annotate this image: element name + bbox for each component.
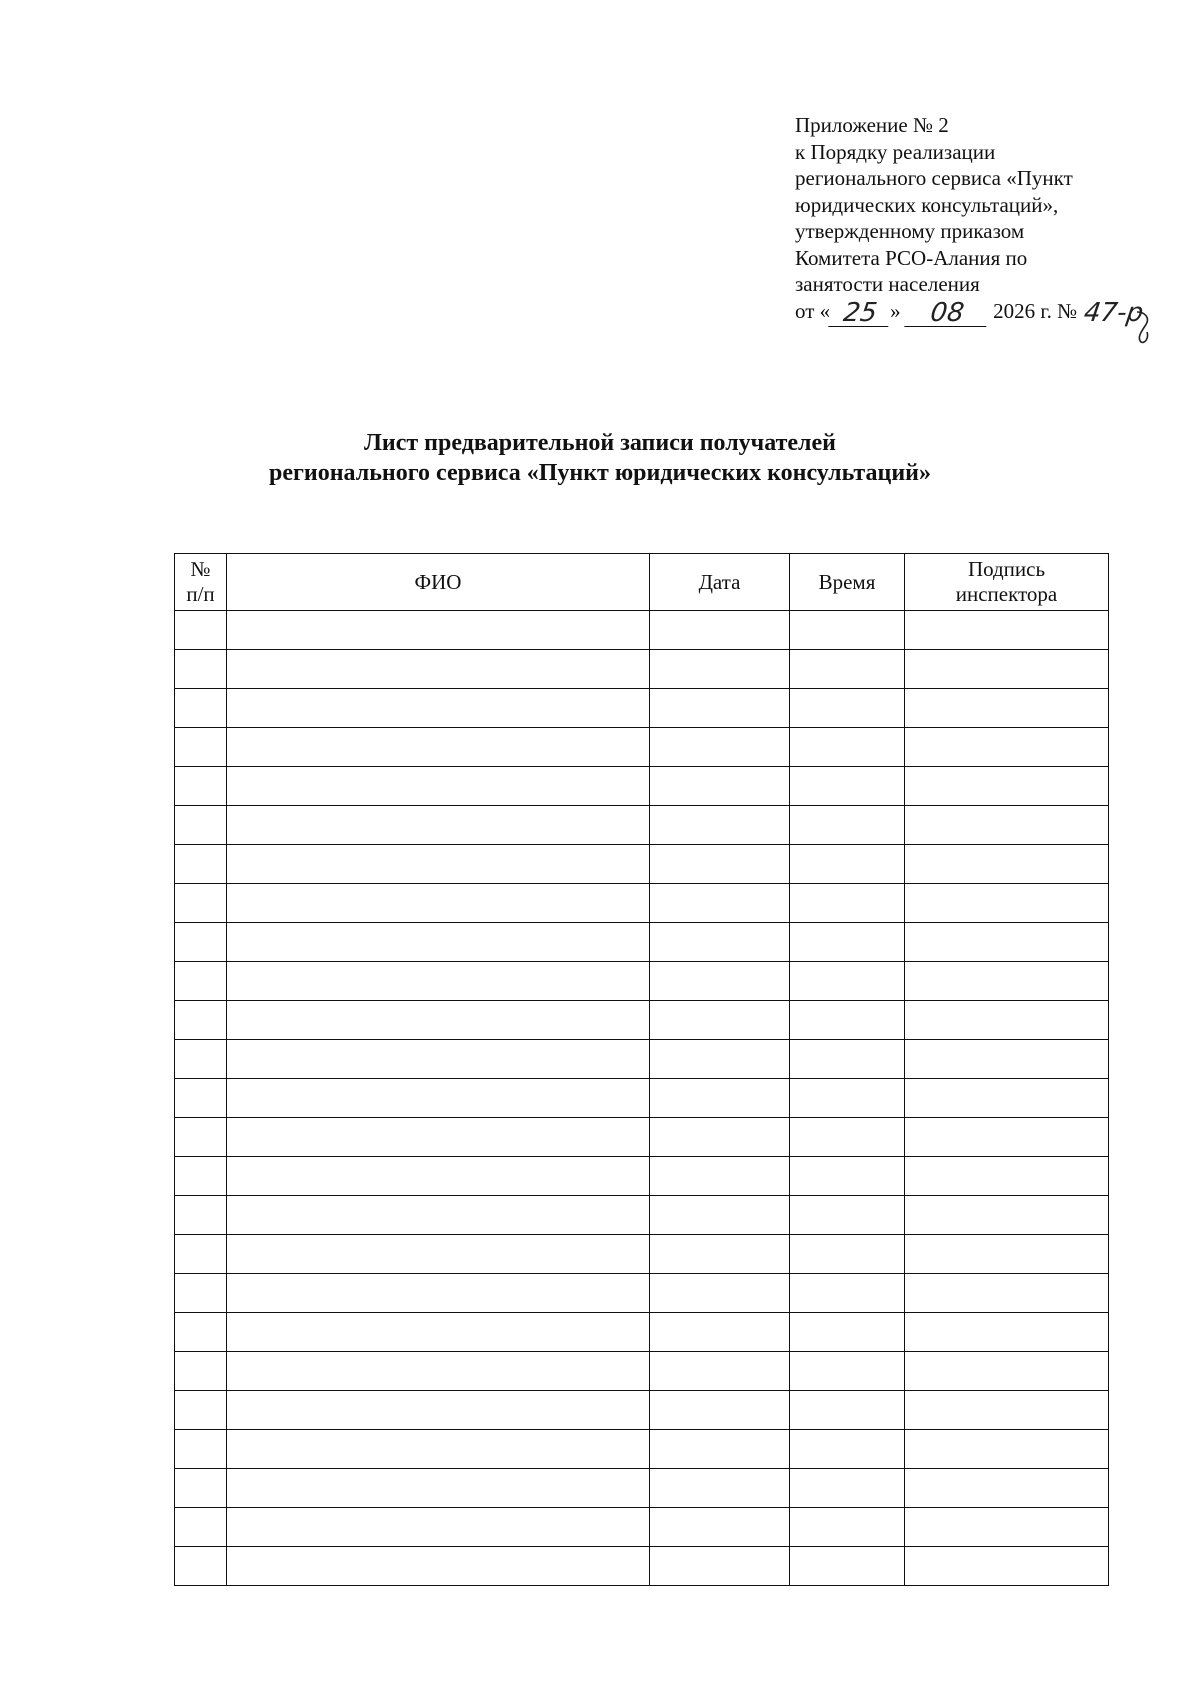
cell-time	[790, 806, 905, 845]
cell-full-name	[227, 923, 650, 962]
cell-number	[175, 1118, 227, 1157]
appendix-line: занятости населения	[795, 272, 980, 296]
cell-number	[175, 1274, 227, 1313]
cell-time	[790, 884, 905, 923]
cell-number	[175, 1391, 227, 1430]
cell-signature	[905, 806, 1109, 845]
cell-full-name	[227, 1430, 650, 1469]
cell-full-name	[227, 884, 650, 923]
cell-full-name	[227, 1508, 650, 1547]
cell-time	[790, 923, 905, 962]
cell-signature	[905, 1352, 1109, 1391]
cell-full-name	[227, 1157, 650, 1196]
cell-date	[650, 1040, 790, 1079]
cell-number	[175, 1235, 227, 1274]
cell-signature	[905, 923, 1109, 962]
cell-number	[175, 962, 227, 1001]
cell-signature	[905, 767, 1109, 806]
cell-signature	[905, 1079, 1109, 1118]
cell-full-name	[227, 1196, 650, 1235]
header-time-label: Время	[818, 569, 876, 594]
cell-number	[175, 1313, 227, 1352]
cell-time	[790, 1352, 905, 1391]
header-number-line-2: п/п	[186, 582, 215, 606]
cell-signature	[905, 728, 1109, 767]
table-row	[175, 962, 1109, 1001]
cell-time	[790, 1118, 905, 1157]
table-row	[175, 884, 1109, 923]
table-row	[175, 767, 1109, 806]
table-row	[175, 1313, 1109, 1352]
cell-time	[790, 1391, 905, 1430]
appendix-line: Комитета РСО-Алания по	[795, 245, 1028, 270]
table-row	[175, 845, 1109, 884]
cell-full-name	[227, 1079, 650, 1118]
cell-full-name	[227, 1118, 650, 1157]
cell-signature	[905, 1001, 1109, 1040]
appendix-line: Приложение № 2	[795, 113, 949, 137]
cell-time	[790, 611, 905, 650]
cell-number	[175, 1079, 227, 1118]
cell-date	[650, 1391, 790, 1430]
handwritten-order-number: 47-р	[1082, 297, 1146, 328]
cell-time	[790, 1196, 905, 1235]
cell-number	[175, 1469, 227, 1508]
header-date-label: Дата	[698, 569, 741, 594]
cell-signature	[905, 1508, 1109, 1547]
cell-date	[650, 923, 790, 962]
cell-signature	[905, 689, 1109, 728]
cell-number	[175, 689, 227, 728]
cell-signature	[905, 1430, 1109, 1469]
cell-date	[650, 767, 790, 806]
cell-full-name	[227, 1469, 650, 1508]
cell-number	[175, 1352, 227, 1391]
cell-time	[790, 1469, 905, 1508]
cell-number	[175, 845, 227, 884]
header-number-line-1: №	[190, 557, 211, 581]
cell-date	[650, 1079, 790, 1118]
date-prefix: от «	[795, 298, 831, 323]
cell-full-name	[227, 1040, 650, 1079]
cell-time	[790, 1547, 905, 1586]
cell-signature	[905, 1547, 1109, 1586]
table-row	[175, 1391, 1109, 1430]
cell-date	[650, 689, 790, 728]
cell-number	[175, 1430, 227, 1469]
cell-number	[175, 1196, 227, 1235]
registration-table	[174, 553, 1109, 1586]
cell-date	[650, 1157, 790, 1196]
table-row	[175, 1040, 1109, 1079]
date-year: 2026 г. №	[993, 298, 1078, 323]
appendix-line: утвержденному приказом	[795, 219, 1025, 243]
cell-date	[650, 1118, 790, 1157]
cell-number	[175, 1508, 227, 1547]
table-row	[175, 1274, 1109, 1313]
cell-full-name	[227, 1274, 650, 1313]
cell-signature	[905, 962, 1109, 1001]
cell-date	[650, 1274, 790, 1313]
table-row	[175, 1157, 1109, 1196]
document-title	[0, 428, 1200, 488]
cell-time	[790, 728, 905, 767]
header-full-name	[227, 554, 650, 611]
table-row	[175, 923, 1109, 962]
header-signature-line-2: инспектора	[955, 582, 1058, 606]
cell-date	[650, 962, 790, 1001]
cell-time	[790, 1157, 905, 1196]
table-body	[175, 611, 1109, 1586]
header-full-name-label: ФИО	[414, 569, 462, 594]
table-row	[175, 728, 1109, 767]
cell-signature	[905, 1391, 1109, 1430]
cell-date	[650, 1469, 790, 1508]
cell-signature	[905, 845, 1109, 884]
cell-full-name	[227, 1235, 650, 1274]
table-row	[175, 1001, 1109, 1040]
cell-date	[650, 728, 790, 767]
cell-number	[175, 611, 227, 650]
handwritten-day: 25	[828, 302, 892, 327]
appendix-line: регионального сервиса «Пункт	[795, 166, 1073, 190]
cell-number	[175, 806, 227, 845]
cell-time	[790, 1079, 905, 1118]
cell-signature	[905, 1313, 1109, 1352]
cell-number	[175, 1157, 227, 1196]
header-time	[790, 554, 905, 611]
cell-date	[650, 1196, 790, 1235]
table-row	[175, 689, 1109, 728]
cell-full-name	[227, 1313, 650, 1352]
cell-date	[650, 1235, 790, 1274]
cell-date	[650, 1547, 790, 1586]
cell-full-name	[227, 806, 650, 845]
cell-signature	[905, 611, 1109, 650]
cell-date	[650, 1508, 790, 1547]
cell-number	[175, 650, 227, 689]
appendix-line: к Порядку реализации	[795, 139, 996, 164]
header-signature-line-1: Подпись	[967, 557, 1046, 581]
cell-full-name	[227, 1352, 650, 1391]
cell-date	[650, 611, 790, 650]
cell-full-name	[227, 962, 650, 1001]
table-header-row	[175, 554, 1109, 611]
cell-signature	[905, 1157, 1109, 1196]
table-row	[175, 1196, 1109, 1235]
table-row	[175, 1235, 1109, 1274]
signature-flourish-icon	[1131, 308, 1157, 344]
table-row	[175, 1430, 1109, 1469]
cell-time	[790, 650, 905, 689]
cell-date	[650, 1430, 790, 1469]
cell-time	[790, 845, 905, 884]
cell-signature	[905, 1040, 1109, 1079]
cell-time	[790, 1235, 905, 1274]
cell-date	[650, 650, 790, 689]
cell-full-name	[227, 1547, 650, 1586]
table-row	[175, 1118, 1109, 1157]
cell-signature	[905, 884, 1109, 923]
cell-time	[790, 1313, 905, 1352]
cell-signature	[905, 1196, 1109, 1235]
title-line-1: Лист предварительной записи получателей	[364, 430, 836, 456]
cell-time	[790, 1001, 905, 1040]
cell-number	[175, 767, 227, 806]
cell-date	[650, 1001, 790, 1040]
cell-time	[790, 962, 905, 1001]
cell-time	[790, 767, 905, 806]
cell-signature	[905, 650, 1109, 689]
cell-number	[175, 728, 227, 767]
cell-full-name	[227, 650, 650, 689]
cell-full-name	[227, 1391, 650, 1430]
table-row	[175, 1079, 1109, 1118]
header-inspector-signature	[905, 554, 1109, 611]
cell-time	[790, 1040, 905, 1079]
cell-date	[650, 806, 790, 845]
cell-time	[790, 1430, 905, 1469]
cell-signature	[905, 1118, 1109, 1157]
table-row	[175, 1469, 1109, 1508]
table-row	[175, 806, 1109, 845]
appendix-line: юридических консультаций»,	[795, 192, 1059, 217]
order-date-line	[795, 298, 1155, 327]
cell-date	[650, 845, 790, 884]
cell-number	[175, 1040, 227, 1079]
cell-date	[650, 1352, 790, 1391]
cell-signature	[905, 1469, 1109, 1508]
header-date	[650, 554, 790, 611]
date-mid: »	[890, 298, 901, 323]
cell-full-name	[227, 767, 650, 806]
title-line-2: регионального сервиса «Пункт юридических консультаций»	[268, 460, 931, 486]
cell-full-name	[227, 689, 650, 728]
appendix-block	[795, 112, 1155, 327]
cell-time	[790, 1274, 905, 1313]
cell-number	[175, 923, 227, 962]
table-row	[175, 650, 1109, 689]
table-row	[175, 1352, 1109, 1391]
cell-full-name	[227, 611, 650, 650]
table-row	[175, 1547, 1109, 1586]
cell-full-name	[227, 845, 650, 884]
cell-number	[175, 1001, 227, 1040]
cell-signature	[905, 1274, 1109, 1313]
cell-full-name	[227, 1001, 650, 1040]
cell-full-name	[227, 728, 650, 767]
cell-date	[650, 884, 790, 923]
table-row	[175, 1508, 1109, 1547]
cell-number	[175, 1547, 227, 1586]
cell-number	[175, 884, 227, 923]
table-row	[175, 611, 1109, 650]
cell-time	[790, 1508, 905, 1547]
cell-date	[650, 1313, 790, 1352]
cell-time	[790, 689, 905, 728]
header-number	[175, 554, 227, 611]
handwritten-month: 08	[904, 302, 990, 327]
cell-signature	[905, 1235, 1109, 1274]
